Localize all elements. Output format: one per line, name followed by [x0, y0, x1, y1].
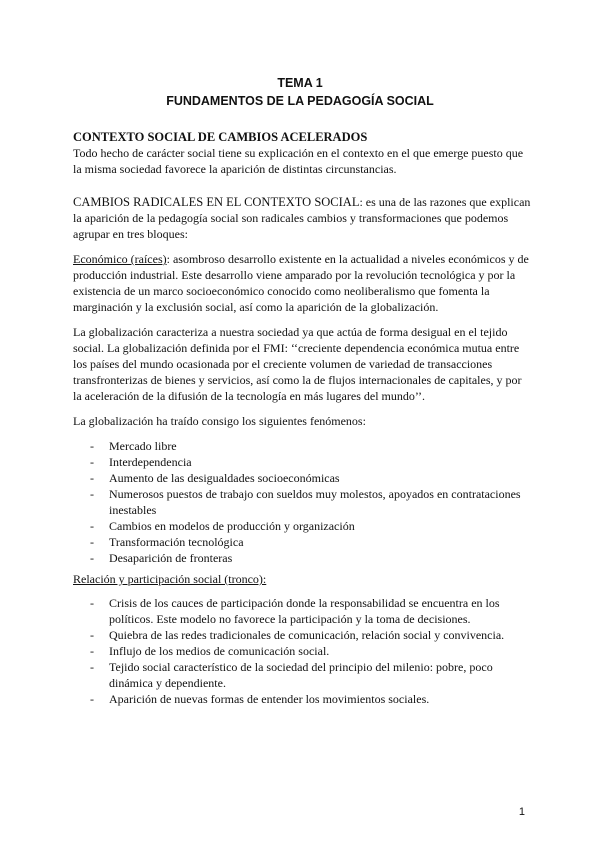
- relacion-label: Relación y participación social (tronco):: [73, 572, 267, 586]
- list-item: - Quiebra de las redes tradicionales de comunicación, relación social y convivencia.: [73, 627, 533, 643]
- list-item: - Numerosos puestos de trabajo con sueldos muy molestos, apoyados en contrataciones inestables: [73, 486, 533, 518]
- page-number: 1: [518, 806, 525, 818]
- list-item: - Mercado libre: [73, 438, 533, 454]
- list-item: - Crisis de los cauces de participación donde la responsabilidad se encuentra en los políticos. Este modelo no favorece la participación y la toma de decisiones.: [73, 595, 533, 627]
- list-item: - Desaparición de fronteras: [73, 550, 533, 566]
- cambios-paragraph: [73, 194, 533, 242]
- document-title: TEMA 1: [277, 76, 323, 90]
- section-paragraph: Todo hecho de carácter social tiene su explicación en el contexto en el que emerge puesto que la misma sociedad favorece la aparición de distintas circunstancias.: [73, 146, 524, 176]
- relacion-list: [73, 595, 533, 707]
- globalizacion-intro: La globalización ha traído consigo los siguientes fenómenos:: [73, 414, 366, 428]
- list-item: - Tejido social característico de la sociedad del principio del milenio: pobre, poco dinámica y dependiente.: [73, 659, 533, 691]
- cambios-lead: CAMBIOS RADICALES EN EL CONTEXTO SOCIAL: [73, 195, 360, 209]
- list-item: - Transformación tecnológica: [73, 534, 533, 550]
- globalizacion-list: [73, 438, 533, 566]
- list-item: - Cambios en modelos de producción y organización: [73, 518, 533, 534]
- section-heading: CONTEXTO SOCIAL DE CAMBIOS ACELERADOS: [73, 130, 368, 144]
- document-body: [73, 129, 533, 707]
- document-subtitle: FUNDAMENTOS DE LA PEDAGOGÍA SOCIAL: [166, 94, 434, 108]
- list-item: - Aparición de nuevas formas de entender los movimientos sociales.: [73, 691, 533, 707]
- list-item: - Aumento de las desigualdades socioeconómicas: [73, 470, 533, 486]
- cambios-text: : es una de las razones que explican la aparición de la pedagogía social son radicales cambios y transformaciones que podemos agrupar en tres bloques:: [73, 195, 531, 241]
- economico-text: : asombroso desarrollo existente en la actualidad a niveles económicos y de producción industrial. Este desarrollo viene amparado por la revolución tecnológica y por la existencia de un marco socioeconómico conocido como neoliberalismo que fomenta la marginación y la exclusión social, así como la aparición de la globalización.: [73, 252, 529, 314]
- list-item: - Influjo de los medios de comunicación social.: [73, 643, 533, 659]
- globalizacion-paragraph: La globalización caracteriza a nuestra sociedad ya que actúa de forma desigual en el tejido social. La globalización definida por el FMI: ‘‘creciente dependencia económica mutua entre los países del mundo ocasionada por el creciente volumen de variedad de transacciones transfronterizas de bienes y servicios, así como la de flujos internacionales de capitales, y por la aceleración de la difusión de la tecnología en más lugares del mundo’’.: [73, 325, 522, 403]
- economico-label: Económico (raíces): [73, 252, 167, 266]
- economico-paragraph: [73, 251, 533, 315]
- list-item: - Interdependencia: [73, 454, 533, 470]
